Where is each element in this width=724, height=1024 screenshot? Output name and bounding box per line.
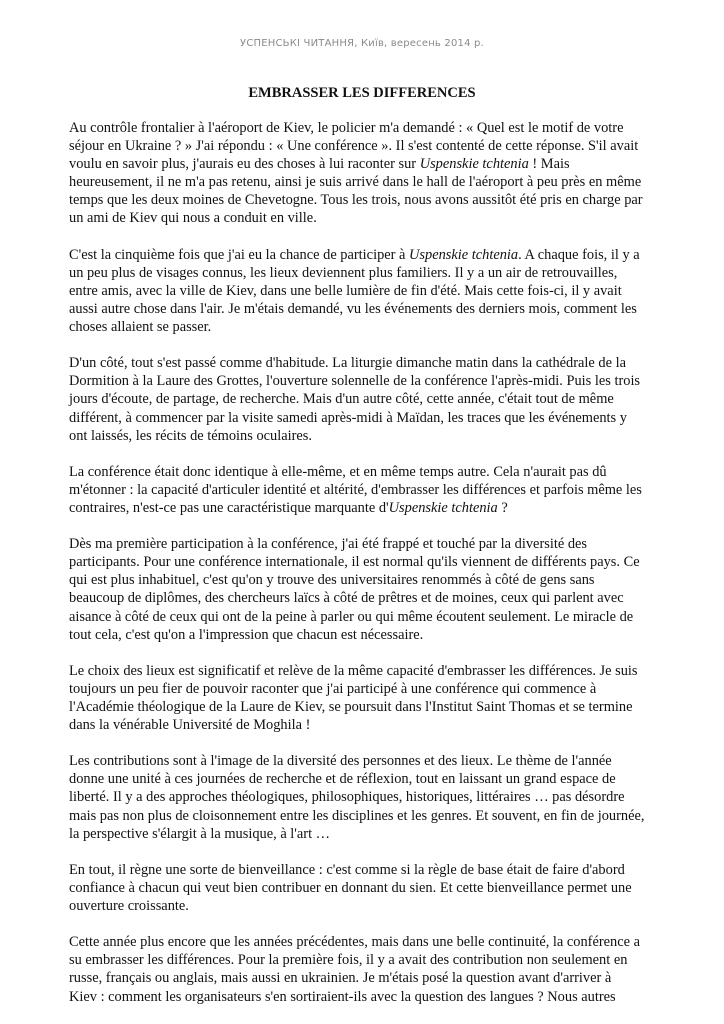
text-line: mais pas non plus de cloisonnement entre les disciplines et les genres. Et souvent, en fin de journée, bbox=[69, 807, 645, 824]
text-line: différent, à commencer par la visite samedi après-midi à Maïdan, les traces que les événements y bbox=[69, 409, 627, 426]
text-line: tout cela, c'est qu'on a l'impression que chacun est nécessaire. bbox=[69, 626, 424, 643]
running-header: УСПЕНСЬКІ ЧИТАННЯ, Київ, вересень 2014 р. bbox=[240, 38, 484, 49]
text-segment: ! Mais bbox=[528, 156, 570, 173]
text-line: En tout, il règne une sorte de bienveillance : c'est comme si la règle de base était de faire d'abord bbox=[69, 861, 625, 878]
text-line: aussi autre chose dans l'air. Je m'étais demandé, vu les événements des derniers mois, comment les bbox=[69, 300, 637, 317]
text-line: qui est plus inhabituel, c'est qu'on y trouve des universitaires renommés à côté de gens sans bbox=[69, 572, 595, 589]
text-line: russe, français ou anglais, mais aussi en ukrainien. Je m'étais posé la question avant d'arriver à bbox=[69, 970, 612, 987]
text-line: liberté. Il y a des approches théologiques, philosophiques, historiques, littéraires … pas désordre bbox=[69, 789, 625, 806]
paragraph bbox=[69, 662, 659, 734]
text-line: un peu plus de visages connus, les lieux deviennent plus familiers. Il y a un air de retrouvailles, bbox=[69, 264, 618, 281]
text-line: m'étonner : la capacité d'articuler identité et altérité, d'embrasser les différences et parfois même les bbox=[69, 481, 642, 498]
document-title: EMBRASSER LES DIFFERENCES bbox=[248, 85, 476, 101]
text-line: jours d'écoute, de partage, de recherche. Mais d'un autre côté, cette année, c'était tout de même bbox=[69, 391, 614, 408]
paragraph bbox=[69, 933, 659, 1005]
text-line: confiance à chacun qui veut bien contribuer en donnant du sien. Et cette bienveillance permet une bbox=[69, 879, 632, 896]
text-line: beaucoup de diplômes, des chercheurs laïcs à côté de prêtres et de moines, ceux qui parlent avec bbox=[69, 590, 624, 607]
document-body bbox=[69, 119, 659, 1006]
text-segment: ? bbox=[497, 499, 508, 516]
text-line: donne une unité à ces journées de recherche et de réflexion, tout en laissant un grand espace de bbox=[69, 771, 616, 788]
text-line: Au contrôle frontalier à l'aéroport de Kiev, le policier m'a demandé : « Quel est le motif de votre bbox=[69, 120, 624, 136]
text-line: entre amis, avec la ville de Kiev, dans une belle lumière de fin d'été. Mais cette fois-ci, il y avait bbox=[69, 282, 622, 299]
text-line: dans la vénérable Université de Moghila ! bbox=[69, 717, 311, 734]
text-segment: . A chaque fois, il y a bbox=[518, 246, 640, 263]
text-line: Dès ma première participation à la conférence, j'ai été frappé et touché par la diversité des bbox=[69, 536, 587, 553]
text-line: La conférence était donc identique à elle-même, et en même temps autre. Cela n'aurait pas dû bbox=[69, 463, 607, 480]
text-line: un ami de Kiev qui nous a conduit en ville. bbox=[69, 210, 317, 227]
text-line: l'Académie théologique de la Laure de Kiev, se poursuit dans l'Institut Saint Thomas et se termine bbox=[69, 699, 633, 715]
text-line: Dormition à la Laure des Grottes, l'ouverture solennelle de la conférence l'après-midi. Puis les trois bbox=[69, 373, 641, 390]
text-line: participants. Pour une conférence internationale, il est normal qu'ils viennent de différents pays. Ce bbox=[69, 554, 640, 571]
paragraph bbox=[69, 119, 659, 228]
italic-title: Uspenskie tchtenia bbox=[388, 499, 498, 516]
text-line: temps que les deux moines de Chevetogne. Tous les trois, nous avons aussitôt été pris en charge par bbox=[69, 192, 643, 209]
text-segment: voulu en savoir plus, j'aurais eu des choses à lui raconter sur bbox=[69, 156, 420, 173]
paragraph bbox=[69, 535, 659, 644]
italic-title: Uspenskie tchtenia bbox=[409, 246, 519, 263]
text-line bbox=[69, 155, 659, 173]
paragraph bbox=[69, 463, 659, 517]
text-line: Le choix des lieux est significatif et relève de la même capacité d'embrasser les différences. Je suis bbox=[69, 662, 638, 679]
text-line: su embrasser les différences. Pour la première fois, il y a avait des contribution non seulement en bbox=[69, 952, 628, 969]
paragraph bbox=[69, 861, 659, 915]
text-segment: contraires, n'est-ce pas une caractéristique marquante d' bbox=[69, 499, 389, 516]
text-line bbox=[69, 246, 659, 264]
text-line: la perspective s'élargit à la musique, à l'art … bbox=[69, 825, 331, 842]
text-line: toujours un peu fier de pouvoir raconter que j'ai participé à une conférence qui commence à bbox=[69, 680, 597, 697]
paragraph bbox=[69, 246, 659, 336]
text-line: heureusement, il ne m'a pas retenu, ainsi je suis arrivé dans le hall de l'aéroport à peu près en même bbox=[69, 174, 642, 191]
text-line: Cette année plus encore que les années précédentes, mais dans une belle continuité, la conférence a bbox=[69, 934, 640, 951]
paragraph bbox=[69, 752, 659, 842]
text-segment: C'est la cinquième fois que j'ai eu la chance de participer à bbox=[69, 246, 410, 263]
text-line: Les contributions sont à l'image de la diversité des personnes et des lieux. Le thème de l'année bbox=[69, 753, 612, 770]
text-line: aisance à côté de ceux qui ont de la peine à parler ou qui même écoutent seulement. Le miracle de bbox=[69, 608, 634, 625]
text-line: séjour en Ukraine ? » J'ai répondu : « Une conférence ». Il s'est contenté de cette réponse. S'il avait bbox=[69, 138, 639, 155]
paragraph bbox=[69, 354, 659, 444]
text-line: D'un côté, tout s'est passé comme d'habitude. La liturgie dimanche matin dans la cathédrale de la bbox=[69, 355, 626, 372]
text-line bbox=[69, 499, 659, 517]
text-line: ouverture croissante. bbox=[69, 898, 189, 915]
text-line: Kiev : comment les organisateurs s'en sortiraient-ils avec la question des langues ? Nous autres bbox=[69, 988, 616, 1005]
text-line: choses allaient se passer. bbox=[69, 319, 212, 336]
italic-title: Uspenskie tchtenia bbox=[419, 156, 529, 173]
text-line: ont laissés, les récits de témoins oculaires. bbox=[69, 427, 312, 444]
